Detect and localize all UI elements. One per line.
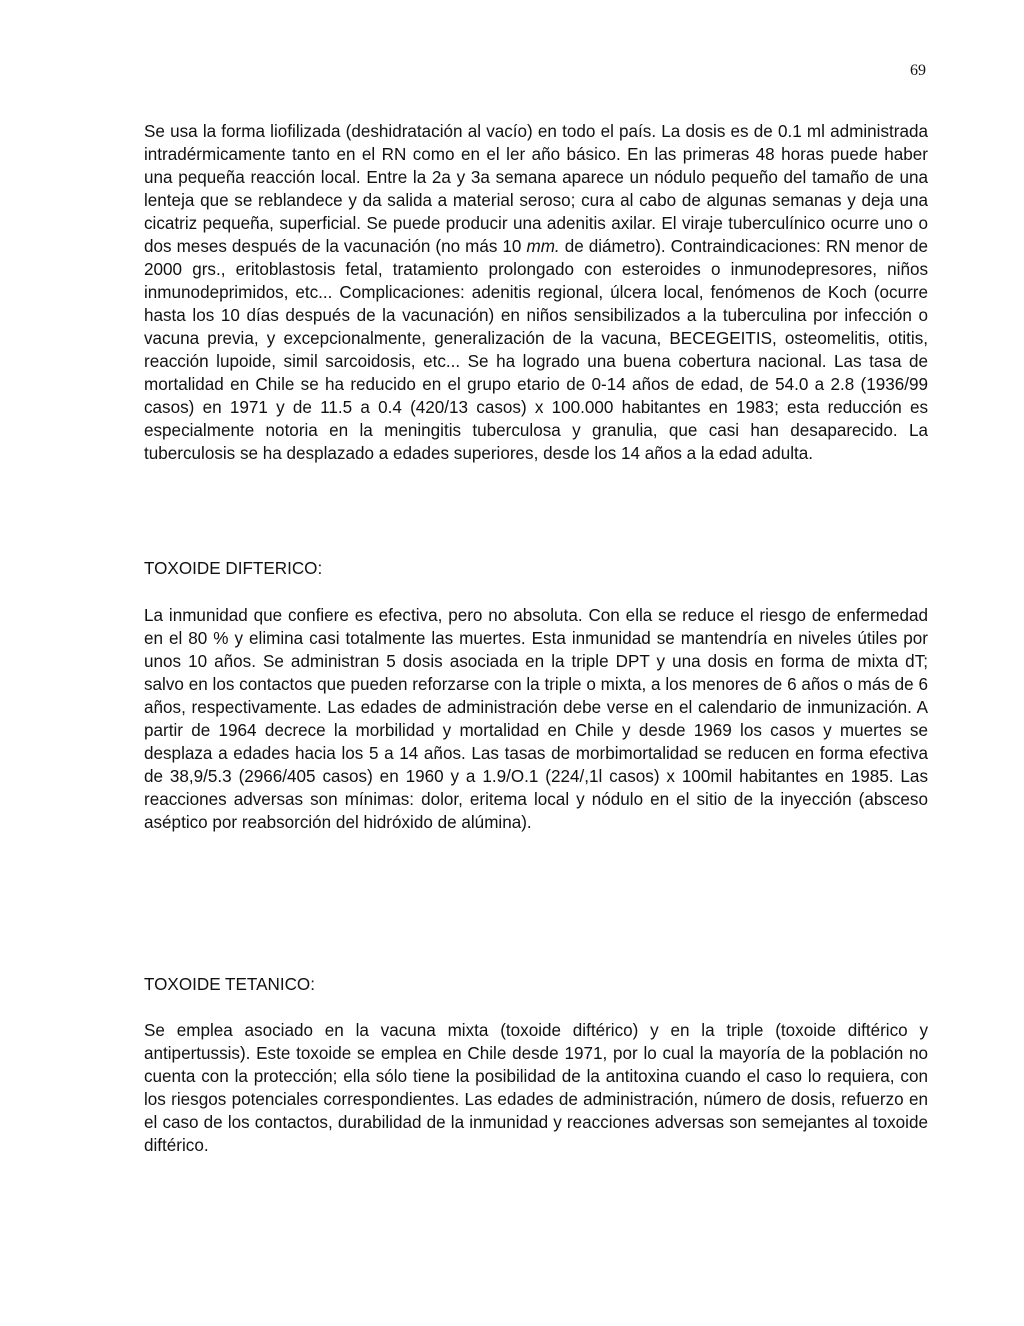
bcg-text-start: Se usa la forma liofilizada (deshidratación al vacío) en todo el país. La dosis es de 0.1 ml administrada intradérmicamente tanto en el RN como en el ler año básico. En las primeras 48 horas puede haber una pequeña reacción local. Entre la 2a y 3a semana aparece un nódulo pequeño del tamaño de una lenteja que se reblandece y da salida a material seroso; cura al cabo de algunas semanas y deja una cicatriz pequeña, superficial. Se puede producir una adenitis axilar. El viraje tuberculínico ocurre uno o dos meses después de la vacunación (no más 10 xyxy=(144,122,928,256)
bcg-paragraph xyxy=(144,120,928,465)
bcg-unit: mm. xyxy=(526,237,560,256)
tetanos-heading: TOXOIDE TETANICO: xyxy=(144,975,315,994)
page-number: 69 xyxy=(910,62,926,79)
difteria-heading: TOXOIDE DIFTERICO: xyxy=(144,559,323,578)
difteria-paragraph: La inmunidad que confiere es efectiva, pero no absoluta. Con ella se reduce el riesgo de enfermedad en el 80 % y elimina casi totalmente las muertes. Esta inmunidad se mantendría en niveles útiles por unos 10 años. Se administran 5 dosis asociada en la triple DPT y una dosis en forma de mixta dT; salvo en los contactos que pueden reforzarse con la triple o mixta, a los menores de 6 años o más de 6 años, respectivamente. Las edades de administración debe verse en el calendario de inmunización. A partir de 1964 decrece la morbilidad y mortalidad en Chile y desde 1969 los casos y muertes se desplaza a edades hacia los 5 a 14 años. Las tasas de morbimortalidad se reducen en forma efectiva de 38,9/5.3 (2966/405 casos) en 1960 y a 1.9/O.1 (224/,1l casos) x 100mil habitantes en 1985. Las reacciones adversas son mínimas: dolor, eritema local y nódulo en el sitio de la inyección (absceso aséptico por reabsorción del hidróxido de alúmina). xyxy=(144,606,928,832)
bcg-text-end: de diámetro). Contraindicaciones: RN menor de 2000 grs., eritoblastosis fetal, tratamiento prolongado con esteroides o inmunodepresores, niños inmunodeprimidos, etc... Complicaciones: adenitis regional, úlcera local, fenómenos de Koch (ocurre hasta los 10 días después de la vacunación) en niños sensibilizados a la tuberculina por infección o vacuna previa, y excepcionalmente, generalización de la vacuna, BECEGEITIS, osteomelitis, otitis, reacción lupoide, simil sarcoidosis, etc... Se ha logrado una buena cobertura nacional. Las tasa de mortalidad en Chile se ha reducido en el grupo etario de 0-14 años de edad, de 54.0 a 2.8 (1936/99 casos) en 1971 y de 11.5 a 0.4 (420/13 casos) x 100.000 habitantes en 1983; esta reducción es especialmente notoria en la meningitis tuberculosa y granulia, que casi han desaparecido. La tuberculosis se ha desplazado a edades superiores, desde los 14 años a la edad adulta. xyxy=(144,237,928,463)
tetanos-paragraph: Se emplea asociado en la vacuna mixta (toxoide diftérico) y en la triple (toxoide diftérico y antipertussis). Este toxoide se emplea en Chile desde 1971, por lo cual la mayoría de la población no cuenta con la protección; ella sólo tiene la posibilidad de la antitoxina cuando el caso lo requiera, con los riesgos potenciales correspondientes. Las edades de administración, número de dosis, refuerzo en el caso de los contactos, durabilidad de la inmunidad y reacciones adversas son semejantes al toxoide diftérico. xyxy=(144,1021,928,1155)
